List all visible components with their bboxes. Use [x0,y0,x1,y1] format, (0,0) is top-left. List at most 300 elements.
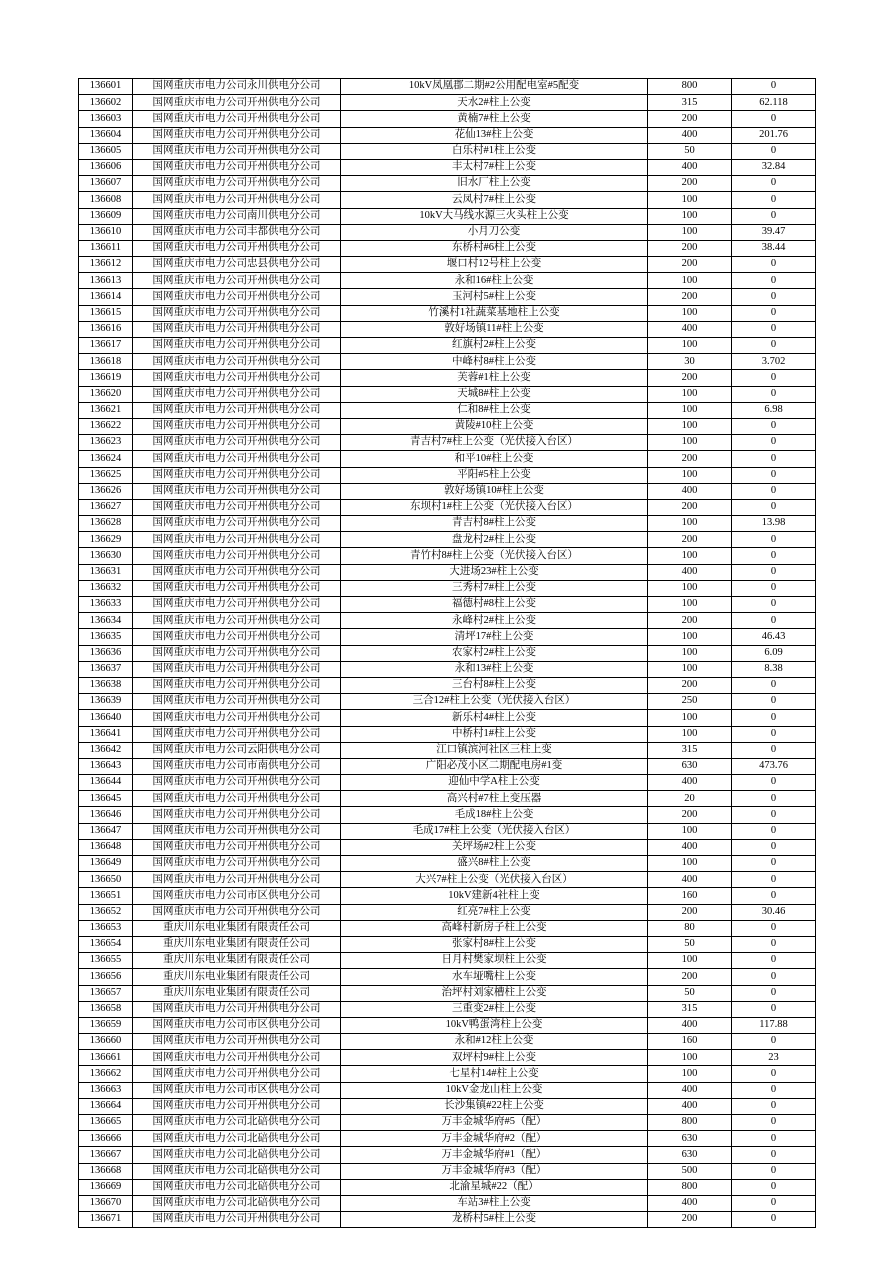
cell-id: 136607 [79,176,133,192]
cell-id: 136606 [79,159,133,175]
cell-value: 0 [732,677,816,693]
cell-company: 国网重庆市电力公司开州供电分公司 [133,176,341,192]
cell-value: 0 [732,1163,816,1179]
cell-name: 竹溪村1社蔬菜基地柱上公变 [341,305,648,321]
cell-capacity: 100 [648,710,732,726]
cell-value: 0 [732,418,816,434]
cell-value: 0 [732,532,816,548]
cell-name: 10kV建新4社柱上变 [341,888,648,904]
cell-value: 0 [732,370,816,386]
table-row [79,338,816,354]
cell-company: 国网重庆市电力公司市区供电分公司 [133,1082,341,1098]
cell-id: 136631 [79,564,133,580]
cell-name: 红旗村2#柱上公变 [341,338,648,354]
cell-capacity: 100 [648,645,732,661]
cell-value: 32.84 [732,159,816,175]
table-row [79,548,816,564]
cell-company: 国网重庆市电力公司北碚供电分公司 [133,1195,341,1211]
table-row [79,418,816,434]
table-row [79,176,816,192]
cell-company: 国网重庆市电力公司开州供电分公司 [133,192,341,208]
cell-capacity: 100 [648,629,732,645]
transformer-data-table [78,78,816,1228]
cell-name: 三秀村7#柱上公变 [341,580,648,596]
cell-capacity: 200 [648,111,732,127]
cell-value: 0 [732,289,816,305]
table-row [79,613,816,629]
cell-value: 0 [732,321,816,337]
cell-value: 39.47 [732,224,816,240]
table-row [79,435,816,451]
table-row [79,1017,816,1033]
table-row [79,1179,816,1195]
cell-id: 136656 [79,969,133,985]
cell-capacity: 400 [648,872,732,888]
cell-capacity: 200 [648,451,732,467]
table-row [79,953,816,969]
cell-name: 10kV凤凰郡二期#2公用配电室#5配变 [341,79,648,95]
cell-value: 0 [732,936,816,952]
cell-company: 国网重庆市电力公司开州供电分公司 [133,872,341,888]
cell-name: 永峰村2#柱上公变 [341,613,648,629]
cell-company: 国网重庆市电力公司开州供电分公司 [133,338,341,354]
cell-id: 136611 [79,240,133,256]
cell-capacity: 630 [648,1147,732,1163]
table-row [79,273,816,289]
cell-company: 国网重庆市电力公司开州供电分公司 [133,775,341,791]
table-row [79,726,816,742]
cell-capacity: 200 [648,240,732,256]
cell-company: 重庆川东电业集团有限责任公司 [133,920,341,936]
cell-value: 117.88 [732,1017,816,1033]
cell-company: 国网重庆市电力公司开州供电分公司 [133,240,341,256]
cell-company: 国网重庆市电力公司北碚供电分公司 [133,1147,341,1163]
cell-company: 国网重庆市电力公司开州供电分公司 [133,305,341,321]
cell-company: 国网重庆市电力公司开州供电分公司 [133,564,341,580]
cell-value: 0 [732,953,816,969]
cell-capacity: 160 [648,888,732,904]
cell-id: 136623 [79,435,133,451]
cell-name: 福德村#8柱上公变 [341,597,648,613]
cell-name: 毛成17#柱上公变（光伏接入台区） [341,823,648,839]
cell-capacity: 250 [648,694,732,710]
cell-value: 6.09 [732,645,816,661]
cell-capacity: 100 [648,823,732,839]
cell-value: 0 [732,920,816,936]
cell-capacity: 100 [648,402,732,418]
cell-name: 10kV大马线水源三火头柱上公变 [341,208,648,224]
cell-company: 国网重庆市电力公司开州供电分公司 [133,597,341,613]
cell-value: 0 [732,176,816,192]
cell-company: 国网重庆市电力公司开州供电分公司 [133,548,341,564]
cell-company: 国网重庆市电力公司开州供电分公司 [133,1001,341,1017]
cell-company: 国网重庆市电力公司开州供电分公司 [133,791,341,807]
cell-company: 重庆川东电业集团有限责任公司 [133,953,341,969]
cell-capacity: 100 [648,1050,732,1066]
cell-value: 0 [732,1034,816,1050]
cell-value: 0 [732,839,816,855]
cell-name: 永和16#柱上公变 [341,273,648,289]
cell-name: 中峰村8#柱上公变 [341,354,648,370]
cell-name: 平阳#5柱上公变 [341,467,648,483]
cell-id: 136664 [79,1098,133,1114]
table-row [79,467,816,483]
table-row [79,289,816,305]
cell-value: 0 [732,564,816,580]
cell-value: 0 [732,888,816,904]
cell-company: 国网重庆市电力公司开州供电分公司 [133,127,341,143]
cell-capacity: 100 [648,208,732,224]
table-row [79,224,816,240]
cell-name: 大进场23#柱上公变 [341,564,648,580]
cell-company: 国网重庆市电力公司市区供电分公司 [133,888,341,904]
cell-value: 0 [732,694,816,710]
cell-name: 关坪场#2柱上公变 [341,839,648,855]
table-row [79,499,816,515]
table-row [79,159,816,175]
cell-id: 136627 [79,499,133,515]
cell-name: 白乐村#1柱上公变 [341,143,648,159]
cell-value: 0 [732,856,816,872]
table-row [79,1195,816,1211]
cell-name: 旧水厂柱上公变 [341,176,648,192]
cell-id: 136633 [79,597,133,613]
cell-capacity: 400 [648,1195,732,1211]
cell-company: 国网重庆市电力公司开州供电分公司 [133,111,341,127]
cell-id: 136646 [79,807,133,823]
cell-id: 136651 [79,888,133,904]
table-row [79,532,816,548]
cell-company: 国网重庆市电力公司开州供电分公司 [133,1050,341,1066]
cell-name: 双坪村9#柱上公变 [341,1050,648,1066]
cell-id: 136639 [79,694,133,710]
cell-id: 136671 [79,1212,133,1228]
table-row [79,985,816,1001]
cell-company: 国网重庆市电力公司开州供电分公司 [133,710,341,726]
table-row [79,710,816,726]
cell-id: 136626 [79,483,133,499]
cell-id: 136622 [79,418,133,434]
cell-name: 广阳必茂小区二期配电房#1变 [341,758,648,774]
cell-value: 0 [732,969,816,985]
cell-company: 国网重庆市电力公司开州供电分公司 [133,386,341,402]
cell-name: 三台村8#柱上公变 [341,677,648,693]
cell-capacity: 200 [648,257,732,273]
cell-name: 日月村樊家坝柱上公变 [341,953,648,969]
table-row [79,807,816,823]
table-row [79,127,816,143]
cell-name: 10kV金龙山柱上公变 [341,1082,648,1098]
cell-name: 张家村8#柱上公变 [341,936,648,952]
table-row [79,564,816,580]
cell-capacity: 100 [648,224,732,240]
cell-company: 国网重庆市电力公司开州供电分公司 [133,451,341,467]
cell-value: 0 [732,483,816,499]
cell-id: 136609 [79,208,133,224]
cell-value: 0 [732,1131,816,1147]
cell-name: 北渝星城#22（配） [341,1179,648,1195]
cell-name: 万丰金城华府#3（配） [341,1163,648,1179]
cell-company: 国网重庆市电力公司开州供电分公司 [133,435,341,451]
cell-name: 天城8#柱上公变 [341,386,648,402]
cell-name: 玉河村5#柱上公变 [341,289,648,305]
cell-value: 0 [732,710,816,726]
cell-value: 0 [732,451,816,467]
cell-value: 0 [732,791,816,807]
cell-company: 国网重庆市电力公司开州供电分公司 [133,499,341,515]
cell-value: 13.98 [732,516,816,532]
cell-value: 0 [732,386,816,402]
cell-id: 136605 [79,143,133,159]
cell-capacity: 100 [648,953,732,969]
cell-capacity: 200 [648,289,732,305]
table-row [79,775,816,791]
cell-company: 国网重庆市电力公司开州供电分公司 [133,645,341,661]
table-row [79,1131,816,1147]
cell-name: 车站3#柱上公变 [341,1195,648,1211]
cell-id: 136617 [79,338,133,354]
table-row [79,305,816,321]
cell-id: 136614 [79,289,133,305]
cell-name: 治坪村刘家槽柱上公变 [341,985,648,1001]
cell-name: 迎仙中学A柱上公变 [341,775,648,791]
cell-company: 重庆川东电业集团有限责任公司 [133,936,341,952]
cell-capacity: 100 [648,435,732,451]
table-row [79,143,816,159]
cell-capacity: 100 [648,273,732,289]
cell-capacity: 100 [648,597,732,613]
table-body [79,79,816,1228]
table-row [79,936,816,952]
cell-capacity: 100 [648,516,732,532]
cell-value: 0 [732,1212,816,1228]
cell-company: 国网重庆市电力公司北碚供电分公司 [133,1115,341,1131]
cell-value: 62.118 [732,95,816,111]
cell-name: 高峰村新房子柱上公变 [341,920,648,936]
cell-capacity: 400 [648,839,732,855]
cell-company: 国网重庆市电力公司开州供电分公司 [133,1212,341,1228]
cell-id: 136653 [79,920,133,936]
cell-capacity: 630 [648,1131,732,1147]
cell-company: 国网重庆市电力公司开州供电分公司 [133,677,341,693]
cell-name: 仁和8#柱上公变 [341,402,648,418]
table-row [79,451,816,467]
cell-id: 136629 [79,532,133,548]
cell-id: 136665 [79,1115,133,1131]
cell-value: 0 [732,613,816,629]
cell-name: 东桥村#6柱上公变 [341,240,648,256]
cell-value: 0 [732,208,816,224]
cell-capacity: 400 [648,775,732,791]
cell-capacity: 100 [648,338,732,354]
cell-capacity: 200 [648,969,732,985]
cell-company: 国网重庆市电力公司开州供电分公司 [133,370,341,386]
cell-id: 136654 [79,936,133,952]
cell-id: 136648 [79,839,133,855]
cell-name: 盘龙村2#柱上公变 [341,532,648,548]
cell-value: 0 [732,1115,816,1131]
cell-value: 0 [732,338,816,354]
cell-id: 136642 [79,742,133,758]
cell-name: 红亮7#柱上公变 [341,904,648,920]
cell-id: 136615 [79,305,133,321]
cell-name: 万丰金城华府#5（配） [341,1115,648,1131]
cell-company: 国网重庆市电力公司北碚供电分公司 [133,1179,341,1195]
cell-capacity: 400 [648,483,732,499]
cell-company: 重庆川东电业集团有限责任公司 [133,985,341,1001]
cell-name: 七星村14#柱上公变 [341,1066,648,1082]
cell-capacity: 100 [648,386,732,402]
cell-id: 136657 [79,985,133,1001]
cell-name: 堰口村12号柱上公变 [341,257,648,273]
cell-name: 永和13#柱上公变 [341,661,648,677]
cell-capacity: 30 [648,354,732,370]
table-row [79,580,816,596]
cell-id: 136663 [79,1082,133,1098]
cell-company: 国网重庆市电力公司开州供电分公司 [133,839,341,855]
cell-capacity: 200 [648,176,732,192]
cell-capacity: 100 [648,548,732,564]
table-row [79,111,816,127]
cell-name: 龙桥村5#柱上公变 [341,1212,648,1228]
cell-id: 136649 [79,856,133,872]
table-row [79,969,816,985]
cell-id: 136655 [79,953,133,969]
table-row [79,1115,816,1131]
table-row [79,402,816,418]
cell-name: 10kV鸭蛋湾柱上公变 [341,1017,648,1033]
table-row [79,856,816,872]
cell-id: 136636 [79,645,133,661]
cell-name: 万丰金城华府#2（配） [341,1131,648,1147]
cell-value: 0 [732,499,816,515]
cell-company: 国网重庆市电力公司开州供电分公司 [133,273,341,289]
cell-value: 473.76 [732,758,816,774]
cell-value: 0 [732,1098,816,1114]
cell-name: 高兴村#7柱上变压器 [341,791,648,807]
cell-capacity: 400 [648,564,732,580]
cell-capacity: 200 [648,499,732,515]
table-row [79,321,816,337]
cell-company: 国网重庆市电力公司开州供电分公司 [133,418,341,434]
cell-capacity: 400 [648,1098,732,1114]
cell-id: 136618 [79,354,133,370]
cell-id: 136608 [79,192,133,208]
cell-capacity: 400 [648,321,732,337]
cell-value: 0 [732,807,816,823]
table-row [79,645,816,661]
cell-capacity: 400 [648,159,732,175]
cell-name: 黄陵#10柱上公变 [341,418,648,434]
cell-value: 0 [732,1066,816,1082]
cell-company: 国网重庆市电力公司云阳供电分公司 [133,742,341,758]
cell-capacity: 100 [648,661,732,677]
table-row [79,354,816,370]
cell-value: 0 [732,467,816,483]
table-row [79,483,816,499]
cell-name: 云凤村7#柱上公变 [341,192,648,208]
cell-value: 0 [732,1195,816,1211]
cell-capacity: 100 [648,726,732,742]
cell-id: 136643 [79,758,133,774]
table-row [79,1066,816,1082]
table-row [79,694,816,710]
cell-value: 6.98 [732,402,816,418]
cell-company: 国网重庆市电力公司开州供电分公司 [133,532,341,548]
cell-id: 136652 [79,904,133,920]
table-row [79,629,816,645]
cell-value: 8.38 [732,661,816,677]
cell-id: 136640 [79,710,133,726]
cell-value: 0 [732,580,816,596]
cell-value: 30.46 [732,904,816,920]
cell-id: 136637 [79,661,133,677]
cell-value: 0 [732,726,816,742]
cell-name: 青竹村8#柱上公变（光伏接入台区） [341,548,648,564]
table-row [79,516,816,532]
cell-capacity: 160 [648,1034,732,1050]
cell-name: 青吉村8#柱上公变 [341,516,648,532]
cell-value: 0 [732,1082,816,1098]
table-row [79,791,816,807]
cell-capacity: 400 [648,127,732,143]
cell-name: 水车垭嘴柱上公变 [341,969,648,985]
cell-company: 国网重庆市电力公司开州供电分公司 [133,694,341,710]
cell-value: 0 [732,823,816,839]
cell-company: 重庆川东电业集团有限责任公司 [133,969,341,985]
table-row [79,677,816,693]
cell-company: 国网重庆市电力公司开州供电分公司 [133,807,341,823]
cell-value: 0 [732,548,816,564]
table-row [79,823,816,839]
cell-id: 136662 [79,1066,133,1082]
cell-company: 国网重庆市电力公司开州供电分公司 [133,1034,341,1050]
cell-value: 0 [732,305,816,321]
cell-value: 3.702 [732,354,816,370]
cell-value: 0 [732,192,816,208]
cell-value: 38.44 [732,240,816,256]
cell-value: 0 [732,597,816,613]
cell-value: 23 [732,1050,816,1066]
table-row [79,742,816,758]
cell-id: 136630 [79,548,133,564]
cell-value: 0 [732,273,816,289]
cell-capacity: 100 [648,418,732,434]
table-row [79,1001,816,1017]
cell-company: 国网重庆市电力公司开州供电分公司 [133,95,341,111]
cell-capacity: 800 [648,1179,732,1195]
cell-name: 敦好场镇11#柱上公变 [341,321,648,337]
cell-id: 136638 [79,677,133,693]
cell-id: 136667 [79,1147,133,1163]
cell-id: 136619 [79,370,133,386]
cell-capacity: 400 [648,1017,732,1033]
cell-value: 201.76 [732,127,816,143]
cell-id: 136659 [79,1017,133,1033]
cell-name: 长沙集镇#22柱上公变 [341,1098,648,1114]
cell-value: 0 [732,775,816,791]
cell-id: 136641 [79,726,133,742]
cell-capacity: 200 [648,1212,732,1228]
cell-capacity: 200 [648,677,732,693]
cell-value: 0 [732,1001,816,1017]
cell-capacity: 100 [648,856,732,872]
table-row [79,370,816,386]
cell-name: 东坝村1#柱上公变（光伏接入台区） [341,499,648,515]
cell-capacity: 315 [648,1001,732,1017]
cell-id: 136658 [79,1001,133,1017]
cell-name: 永和#12柱上公变 [341,1034,648,1050]
